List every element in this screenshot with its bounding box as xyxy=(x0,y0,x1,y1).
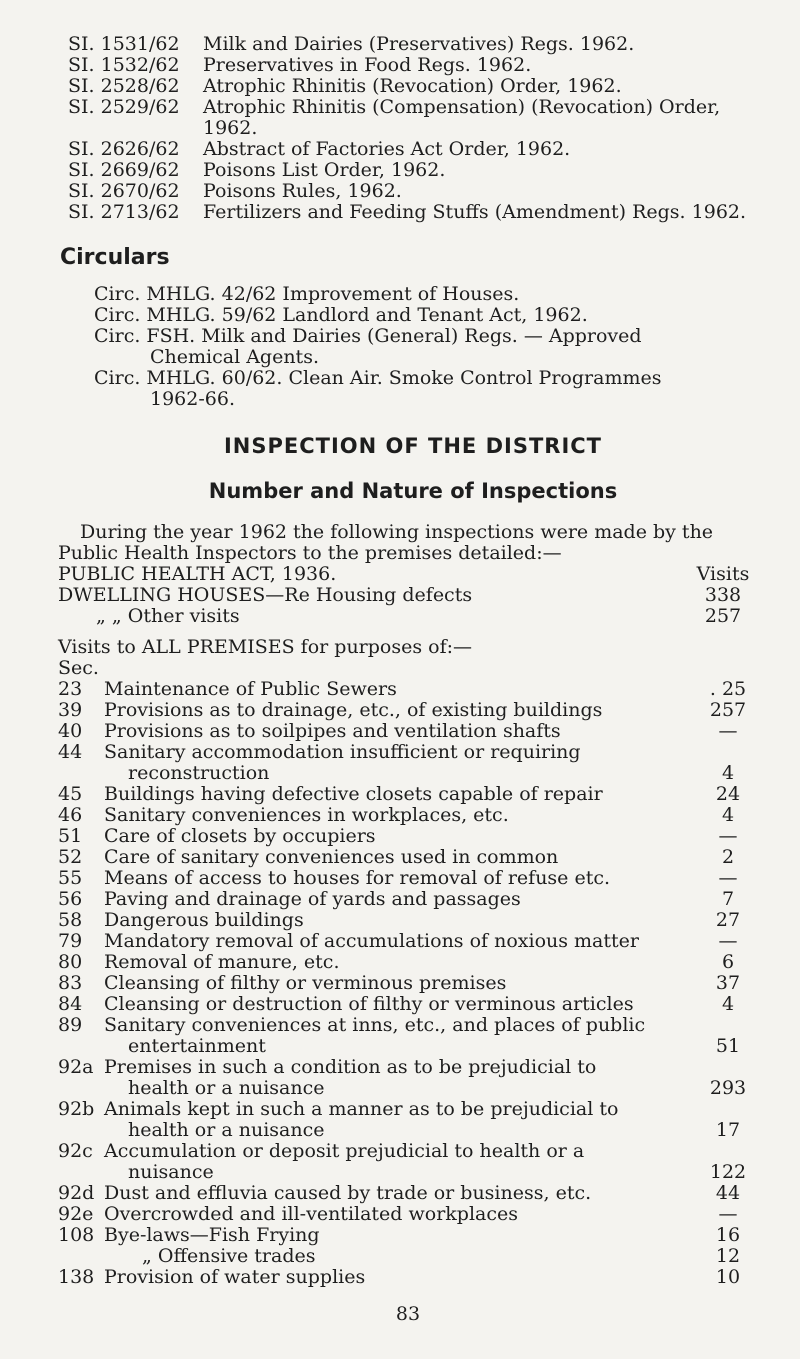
circulars-list xyxy=(68,284,758,410)
section-row xyxy=(58,1225,758,1246)
section-description-line: Dust and effluvia caused by trade or business, etc. xyxy=(104,1182,592,1204)
si-item xyxy=(68,139,758,160)
section-number: 89 xyxy=(58,1014,83,1036)
section-description xyxy=(104,1204,698,1225)
section-visits: 257 xyxy=(709,699,747,721)
section-visits: 4 xyxy=(721,804,735,826)
section-number: 138 xyxy=(58,1266,95,1288)
section-description-line: Removal of manure, etc. xyxy=(104,951,340,973)
si-item xyxy=(68,97,758,139)
si-title: Abstract of Factories Act Order, 1962. xyxy=(203,138,571,160)
si-title: Preservatives in Food Regs. 1962. xyxy=(203,54,532,76)
section-description-line: Animals kept in such a manner as to be prejudicial to xyxy=(104,1098,619,1120)
visits-column-header: Visits xyxy=(696,563,750,585)
section-row xyxy=(58,889,758,910)
pha-header xyxy=(58,564,758,585)
si-code: SI. 2529/62 xyxy=(68,96,180,118)
section-description xyxy=(104,889,698,910)
circular-item xyxy=(94,326,758,368)
section-description xyxy=(104,910,698,931)
dwelling-value: 257 xyxy=(704,605,742,627)
section-description-line: Dangerous buildings xyxy=(104,909,304,931)
section-visits: — xyxy=(718,867,738,889)
circular-line-cont: 1962-66. xyxy=(150,388,235,410)
section-number: 46 xyxy=(58,804,83,826)
circular-item xyxy=(94,368,758,410)
section-row xyxy=(58,1183,758,1204)
section-description xyxy=(104,847,698,868)
section-number: 23 xyxy=(58,678,83,700)
dwelling-label: „ „ Other visits xyxy=(96,605,240,627)
section-visits: — xyxy=(718,720,738,742)
si-code: SI. 2670/62 xyxy=(68,180,180,202)
section-description xyxy=(104,784,698,805)
section-row xyxy=(58,721,758,742)
section-description-line: Premises in such a condition as to be prejudicial to xyxy=(104,1056,597,1078)
section-number: 52 xyxy=(58,846,83,868)
si-code: SI. 1531/62 xyxy=(68,33,180,55)
section-number: 92a xyxy=(58,1056,94,1078)
section-description xyxy=(104,1141,698,1183)
circular-item xyxy=(94,305,758,326)
section-number: 79 xyxy=(58,930,83,952)
section-visits: . 25 xyxy=(709,678,747,700)
circulars-heading: Circulars xyxy=(60,245,170,270)
si-title: Poisons Rules, 1962. xyxy=(203,180,402,202)
section-description xyxy=(104,742,698,784)
section-description-line: Bye-laws—Fish Frying xyxy=(104,1224,320,1246)
section-description-line: Maintenance of Public Sewers xyxy=(104,678,397,700)
section-number: 55 xyxy=(58,867,83,889)
si-list xyxy=(68,34,758,223)
section-description xyxy=(104,931,698,952)
section-visits: 293 xyxy=(709,1077,747,1099)
dwelling-label: DWELLING HOUSES—Re Housing defects xyxy=(58,584,473,606)
section-row xyxy=(58,679,758,700)
section-description-line: health or a nuisance xyxy=(128,1119,325,1141)
section-description xyxy=(104,826,698,847)
si-item xyxy=(68,202,758,223)
section-visits: 24 xyxy=(715,783,741,805)
si-item xyxy=(68,160,758,181)
section-visits: 37 xyxy=(715,972,741,994)
section-number: 84 xyxy=(58,993,83,1015)
section-number: 56 xyxy=(58,888,83,910)
section-description xyxy=(104,1267,698,1288)
section-description-line: Accumulation or deposit prejudicial to health or a xyxy=(104,1140,585,1162)
section-visits: 16 xyxy=(715,1224,741,1246)
section-visits: 7 xyxy=(721,888,735,910)
section-row xyxy=(58,1267,758,1288)
circular-line: Circ. MHLG. 42/62 Improvement of Houses. xyxy=(94,283,520,305)
section-number: 108 xyxy=(58,1224,95,1246)
si-title: Atrophic Rhinitis (Compensation) (Revocation) Order, 1962. xyxy=(203,96,721,139)
si-item xyxy=(68,76,758,97)
section-row xyxy=(58,1057,758,1099)
section-row xyxy=(58,910,758,931)
section-description xyxy=(104,1099,698,1141)
section-row xyxy=(58,1099,758,1141)
section-number: 92b xyxy=(58,1098,95,1120)
section-visits: 27 xyxy=(715,909,741,931)
section-description-line: Sanitary accommodation insufficient or requiring xyxy=(104,741,581,763)
section-description xyxy=(104,721,698,742)
section-description-line: health or a nuisance xyxy=(128,1077,325,1099)
section-number xyxy=(58,1246,104,1267)
section-description-line: Sanitary conveniences in workplaces, etc. xyxy=(104,804,509,826)
section-description-line: Cleansing or destruction of filthy or verminous articles xyxy=(104,993,634,1015)
section-row xyxy=(58,826,758,847)
pha-label: PUBLIC HEALTH ACT, 1936. xyxy=(58,563,337,585)
section-visits: 4 xyxy=(721,762,735,784)
section-row xyxy=(58,994,758,1015)
dwelling-row xyxy=(58,606,758,627)
sec-column-label: Sec. xyxy=(58,657,99,679)
section-description-line: Buildings having defective closets capable of repair xyxy=(104,783,603,805)
section-description-line: Care of closets by occupiers xyxy=(104,825,376,847)
section-number: 39 xyxy=(58,699,83,721)
section-visits: 51 xyxy=(715,1035,741,1057)
section-number: 83 xyxy=(58,972,83,994)
section-description-line: Means of access to houses for removal of refuse etc. xyxy=(104,867,611,889)
section-description xyxy=(104,700,698,721)
si-code: SI. 2528/62 xyxy=(68,75,180,97)
section-visits: 4 xyxy=(721,993,735,1015)
section-description xyxy=(104,994,698,1015)
section-description-line: Mandatory removal of accumulations of noxious matter xyxy=(104,930,639,952)
si-title: Milk and Dairies (Preservatives) Regs. 1962. xyxy=(203,33,635,55)
section-row xyxy=(58,1246,758,1267)
section-number: 58 xyxy=(58,909,83,931)
section-visits: 17 xyxy=(715,1119,741,1141)
circular-line: Circ. FSH. Milk and Dairies (General) Regs. — Approved xyxy=(94,325,642,347)
section-number: 92c xyxy=(58,1140,93,1162)
section-visits: 10 xyxy=(715,1266,741,1288)
si-title: Poisons List Order, 1962. xyxy=(203,159,446,181)
sections-table xyxy=(58,678,758,1288)
section-row xyxy=(58,973,758,994)
section-description xyxy=(104,1183,698,1204)
section-description-line: Sanitary conveniences at inns, etc., and places of public xyxy=(104,1014,646,1036)
si-item xyxy=(68,34,758,55)
section-visits: — xyxy=(718,930,738,952)
section-number: 40 xyxy=(58,720,83,742)
section-description xyxy=(104,1015,698,1057)
section-row xyxy=(58,742,758,784)
circular-line-cont: Chemical Agents. xyxy=(150,346,319,368)
section-number: 51 xyxy=(58,825,83,847)
section-row xyxy=(58,847,758,868)
section-description xyxy=(104,1246,698,1267)
inspection-heading: INSPECTION OF THE DISTRICT xyxy=(223,434,603,458)
section-description xyxy=(104,1225,698,1246)
si-item xyxy=(68,181,758,202)
section-visits: 6 xyxy=(721,951,735,973)
section-description xyxy=(104,952,698,973)
section-number: 45 xyxy=(58,783,83,805)
circular-line: Circ. MHLG. 59/62 Landlord and Tenant Act, 1962. xyxy=(94,304,588,326)
section-number: 92d xyxy=(58,1182,95,1204)
section-description xyxy=(104,679,698,700)
si-title: Fertilizers and Feeding Stuffs (Amendment) Regs. 1962. xyxy=(203,201,747,223)
section-number: 44 xyxy=(58,741,83,763)
si-code: SI. 2713/62 xyxy=(68,201,180,223)
section-description-line: Provisions as to soilpipes and ventilation shafts xyxy=(104,720,561,742)
section-visits: 12 xyxy=(715,1245,741,1267)
section-row xyxy=(58,805,758,826)
section-row xyxy=(58,1141,758,1183)
section-number: 80 xyxy=(58,951,83,973)
section-visits: 122 xyxy=(709,1161,747,1183)
section-visits: — xyxy=(718,825,738,847)
circular-line: Circ. MHLG. 60/62. Clean Air. Smoke Control Programmes xyxy=(94,367,662,389)
section-description-line: Cleansing of filthy or verminous premises xyxy=(104,972,507,994)
section-description-line: entertainment xyxy=(128,1035,266,1057)
section-description-line: Overcrowded and ill-ventilated workplaces xyxy=(104,1203,519,1225)
dwelling-row xyxy=(58,585,758,606)
premises-heading: Visits to ALL PREMISES for purposes of:— xyxy=(58,636,473,658)
section-description-line: Provisions as to drainage, etc., of existing buildings xyxy=(104,699,603,721)
section-description xyxy=(104,973,698,994)
section-description xyxy=(104,868,698,889)
si-item xyxy=(68,55,758,76)
section-visits: 2 xyxy=(721,846,735,868)
intro-paragraph: During the year 1962 the following inspections were made by the Public Health Inspectors to the premises detailed:— xyxy=(58,521,714,564)
si-code: SI. 1532/62 xyxy=(68,54,180,76)
si-title: Atrophic Rhinitis (Revocation) Order, 1962. xyxy=(203,75,622,97)
circular-item xyxy=(94,284,758,305)
dwelling-value: 338 xyxy=(704,584,742,606)
section-description-line: Paving and drainage of yards and passages xyxy=(104,888,521,910)
section-visits: 44 xyxy=(715,1182,741,1204)
section-row xyxy=(58,1015,758,1057)
section-description xyxy=(104,1057,698,1099)
si-code: SI. 2669/62 xyxy=(68,159,180,181)
section-row xyxy=(58,700,758,721)
section-description xyxy=(104,805,698,826)
section-row xyxy=(58,1204,758,1225)
section-description-line: Care of sanitary conveniences used in common xyxy=(104,846,559,868)
section-description-line: nuisance xyxy=(128,1161,214,1183)
section-description-line: Provision of water supplies xyxy=(104,1266,366,1288)
si-code: SI. 2626/62 xyxy=(68,138,180,160)
section-row xyxy=(58,931,758,952)
section-description-line: reconstruction xyxy=(128,762,270,784)
section-description-line: „ Offensive trades xyxy=(142,1245,316,1267)
section-row xyxy=(58,952,758,973)
section-visits: — xyxy=(718,1203,738,1225)
page-number: 83 xyxy=(395,1303,421,1325)
section-number: 92e xyxy=(58,1203,94,1225)
section-row xyxy=(58,868,758,889)
section-row xyxy=(58,784,758,805)
number-heading: Number and Nature of Inspections xyxy=(208,479,618,503)
